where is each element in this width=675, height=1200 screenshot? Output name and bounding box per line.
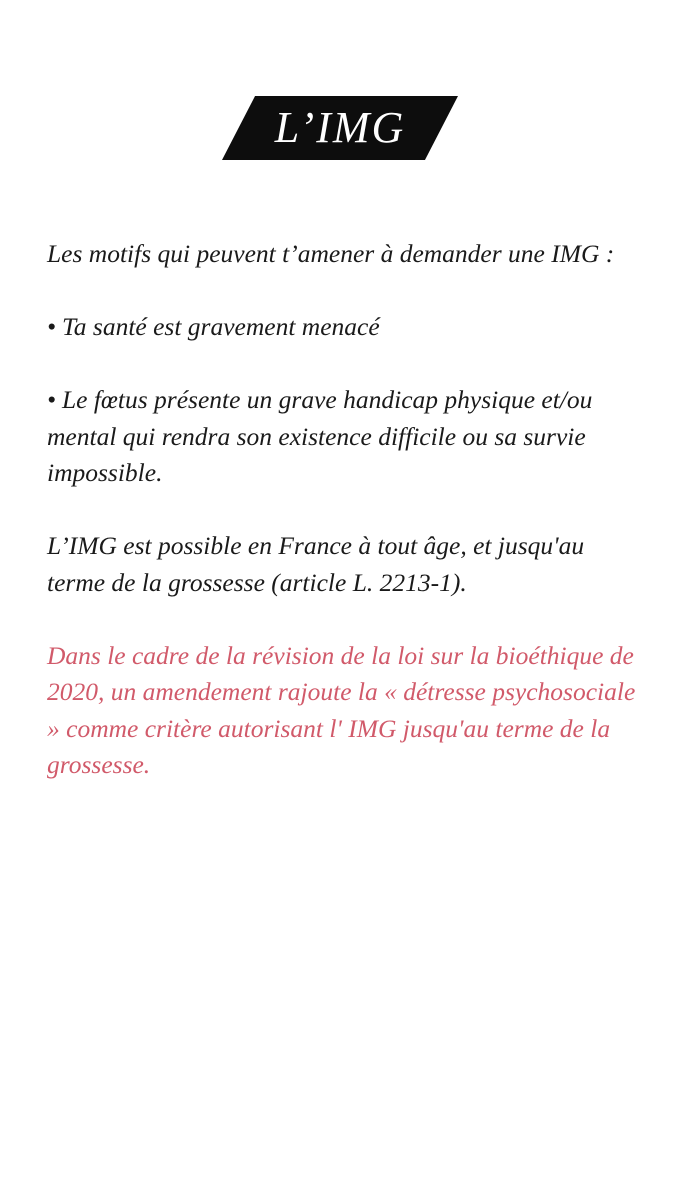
bullet-icon: • xyxy=(47,385,56,414)
highlight-text: Dans le cadre de la révision de la loi sur la bioéthique de 2020, un amendement rajoute la « détresse psychosociale » comme critère autorisant l' IMG jusqu'au terme de la grossesse. xyxy=(47,640,636,779)
bullet-item-2-text: Le fœtus présente un grave handicap physique et/ou mental qui rendra son existence difficile ou sa survie impossible. xyxy=(47,385,593,487)
title-banner xyxy=(222,96,458,160)
bullet-item-1 xyxy=(47,309,637,346)
bullet-icon: • xyxy=(47,312,56,341)
legal-text: L’IMG est possible en France à tout âge, et jusqu'au terme de la grossesse (article L. 2213-1). xyxy=(47,531,585,597)
intro-text: Les motifs qui peuvent t’amener à demander une IMG : xyxy=(47,239,615,268)
page-title: L’IMG xyxy=(274,103,406,152)
content-body xyxy=(47,236,637,820)
bullet-item-2 xyxy=(47,382,637,492)
bullet-item-1-text: Ta santé est gravement menacé xyxy=(61,312,380,341)
